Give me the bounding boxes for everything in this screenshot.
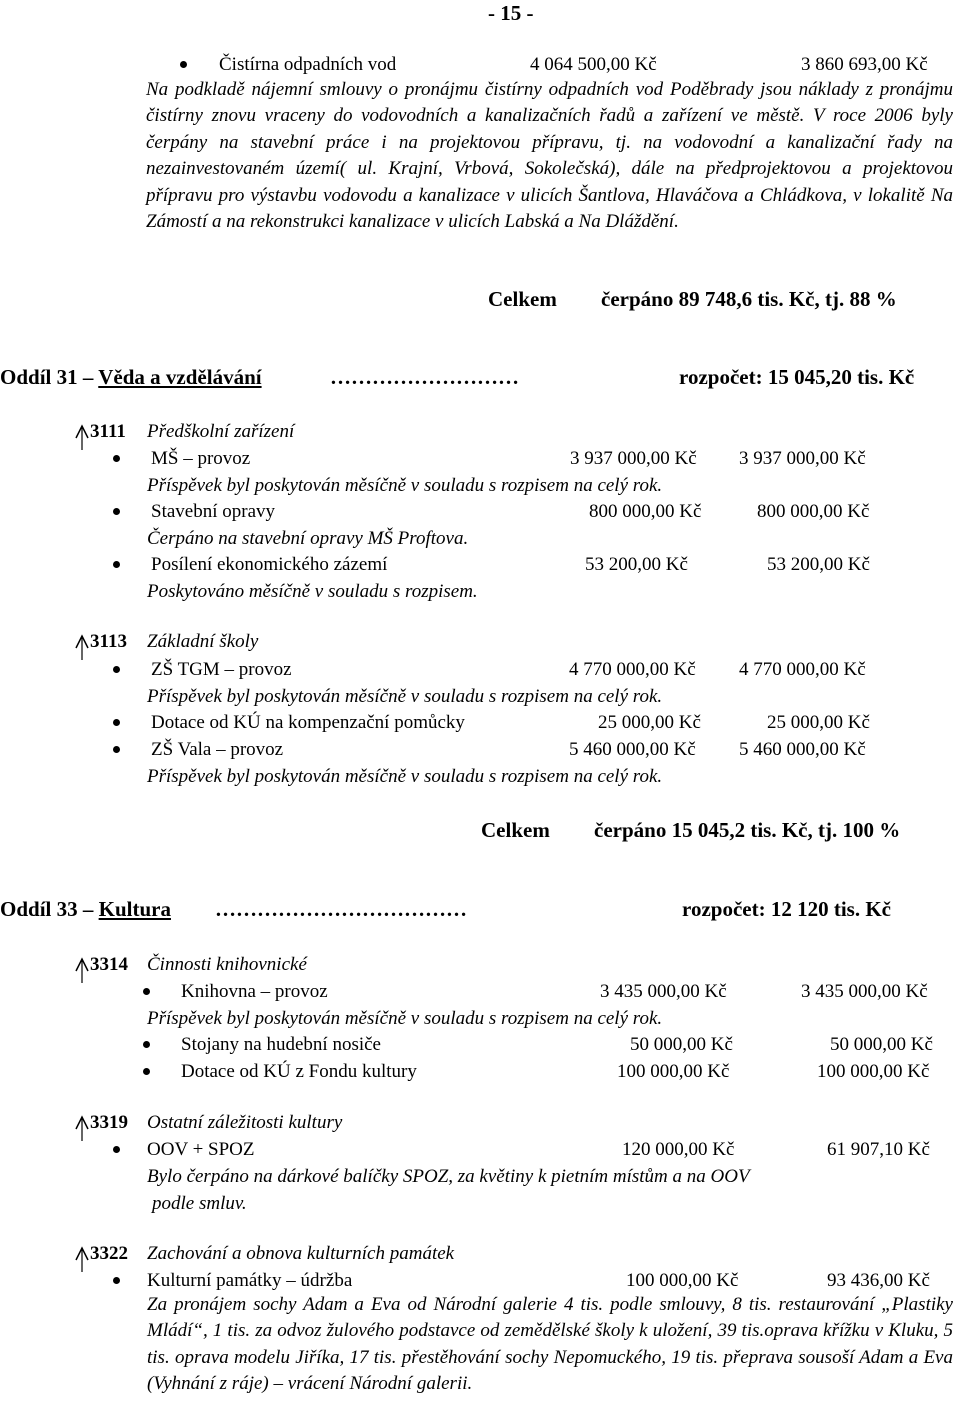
bullet-icon	[113, 1146, 120, 1153]
total-label: Celkem	[488, 287, 557, 311]
item-spent: 3 860 693,00 Kč	[801, 54, 928, 75]
section-prefix: Oddíl 31	[0, 365, 78, 389]
item-budget: 25 000,00 Kč	[598, 712, 701, 733]
item-note: Příspěvek byl poskytován měsíčně v souladu s rozpisem na celý rok.	[147, 1008, 663, 1029]
item-note: Čerpáno na stavební opravy MŠ Proftova.	[147, 528, 469, 549]
total-value: čerpáno 15 045,2 tis. Kč, tj. 100 %	[594, 818, 901, 842]
item-note: Příspěvek byl poskytován měsíčně v souladu s rozpisem na celý rok.	[147, 766, 663, 787]
page-number: - 15 -	[488, 1, 534, 25]
item-budget: 100 000,00 Kč	[617, 1061, 730, 1082]
item-spent: 25 000,00 Kč	[767, 712, 870, 733]
item-name: Kulturní památky – údržba	[147, 1270, 353, 1291]
group-name: Předškolní zařízení	[147, 421, 295, 442]
item-budget: 53 200,00 Kč	[585, 554, 688, 575]
section-prefix: Oddíl 33	[0, 897, 78, 921]
item-spent: 800 000,00 Kč	[757, 501, 870, 522]
bullet-icon	[113, 666, 120, 673]
caret-icon	[75, 1246, 89, 1274]
item-budget: 5 460 000,00 Kč	[569, 739, 696, 760]
item-name: ZŠ Vala – provoz	[151, 739, 284, 760]
bullet-icon	[113, 1277, 120, 1284]
group-name: Základní školy	[147, 631, 259, 652]
section-dash: –	[82, 365, 94, 389]
item-note: Bylo čerpáno na dárkové balíčky SPOZ, za květiny k pietním místům a na OOV	[147, 1166, 750, 1187]
caret-icon	[75, 1115, 89, 1143]
item-spent: 3 435 000,00 Kč	[801, 981, 928, 1002]
item-note: Příspěvek byl poskytován měsíčně v souladu s rozpisem na celý rok.	[147, 475, 663, 496]
section-title: Kultura	[98, 897, 171, 921]
section-heading	[0, 367, 262, 388]
item-spent: 4 770 000,00 Kč	[739, 659, 866, 680]
item-name: Dotace od KÚ na kompenzační pomůcky	[151, 712, 465, 733]
bullet-icon	[113, 508, 120, 515]
item-name: Knihovna – provoz	[181, 981, 328, 1002]
group-code: 3322	[90, 1243, 128, 1264]
item-name: Posílení ekonomického zázemí	[151, 554, 388, 575]
item-spent: 53 200,00 Kč	[767, 554, 870, 575]
item-budget: 50 000,00 Kč	[630, 1034, 733, 1055]
item-note: Příspěvek byl poskytován měsíčně v souladu s rozpisem na celý rok.	[147, 686, 663, 707]
section-budget: rozpočet: 15 045,20 tis. Kč	[679, 365, 915, 389]
bullet-icon	[113, 719, 120, 726]
item-budget: 100 000,00 Kč	[626, 1270, 739, 1291]
bullet-icon	[143, 1041, 150, 1048]
caret-icon	[75, 957, 89, 985]
item-spent: 3 937 000,00 Kč	[739, 448, 866, 469]
section-dots: ………………………………	[215, 897, 467, 921]
group-code: 3113	[90, 631, 127, 652]
item-budget: 120 000,00 Kč	[622, 1139, 735, 1160]
section-heading	[0, 899, 171, 920]
item-name: ZŠ TGM – provoz	[151, 659, 292, 680]
item-spent: 5 460 000,00 Kč	[739, 739, 866, 760]
item-note: Na podkladě nájemní smlouvy o pronájmu čistírny odpadních vod Poděbrady jsou náklady z pronájmu čistírny znovu vraceny do vodovodních a kanalizačních řadů a zařízení ve městě. V roce 2006 byly čerpány na stavební práce i na projektovou přípravu, tj. na vodovodní a kanalizační řady na nezainvestovaném území( ul. Krajní, Vrbová, Sokolečská), dále na předprojektovou a projektovou přípravu pro výstavbu vodovodu a kanalizace v ulicích Šantlova, Hlaváčova a Chládkova, v lokalitě Na Zámostí a na rekonstrukci kanalizace v ulicích Labská a Na Dláždění.	[146, 79, 953, 233]
item-note: Poskytováno měsíčně v souladu s rozpisem.	[147, 581, 478, 602]
caret-icon	[75, 634, 89, 662]
item-spent: 61 907,10 Kč	[827, 1139, 930, 1160]
item-name: MŠ – provoz	[151, 448, 251, 469]
item-budget: 4 770 000,00 Kč	[569, 659, 696, 680]
bullet-icon	[113, 455, 120, 462]
item-spent: 100 000,00 Kč	[817, 1061, 930, 1082]
item-note: Za pronájem sochy Adam a Eva od Národní galerie 4 tis. podle smlouvy, 8 tis. restaurování „Plastiky Mládí“, 1 tis. za odvoz žulového podstavce od zemědělské školy k uložení, 39 tis.oprava křížku v Kluku, 5 tis. oprava modelu Jiříka, 17 tis. přestěhování sochy Nepomuckého, 19 tis. přeprava sousoší Adam a Eva (Vyhnání z ráje) – vrácení Národní galerii.	[147, 1294, 953, 1395]
item-name: Stojany na hudební nosiče	[181, 1034, 381, 1055]
group-code: 3319	[90, 1112, 128, 1133]
section-dots: ………………………	[330, 365, 519, 389]
bullet-icon	[143, 1068, 150, 1075]
item-budget: 4 064 500,00 Kč	[530, 54, 657, 75]
group-code: 3111	[90, 421, 126, 442]
bullet-icon	[113, 746, 120, 753]
section-dash: –	[82, 897, 94, 921]
section-budget: rozpočet: 12 120 tis. Kč	[682, 897, 891, 921]
total-value: čerpáno 89 748,6 tis. Kč, tj. 88 %	[601, 287, 897, 311]
section-title: Věda a vzdělávání	[98, 365, 262, 389]
caret-icon	[75, 424, 89, 452]
item-budget: 3 937 000,00 Kč	[570, 448, 697, 469]
bullet-icon	[143, 988, 150, 995]
item-name: Čistírna odpadních vod	[219, 54, 397, 75]
item-budget: 3 435 000,00 Kč	[600, 981, 727, 1002]
item-spent: 93 436,00 Kč	[827, 1270, 930, 1291]
item-name: OOV + SPOZ	[147, 1139, 255, 1160]
total-label: Celkem	[481, 818, 550, 842]
item-note-continued: podle smluv.	[152, 1193, 247, 1214]
bullet-icon	[180, 61, 187, 68]
item-spent: 50 000,00 Kč	[830, 1034, 933, 1055]
group-name: Zachování a obnova kulturních památek	[147, 1243, 455, 1264]
group-code: 3314	[90, 954, 128, 975]
bullet-icon	[113, 561, 120, 568]
item-name: Stavební opravy	[151, 501, 276, 522]
group-name: Činnosti knihovnické	[147, 954, 307, 975]
item-budget: 800 000,00 Kč	[589, 501, 702, 522]
group-name: Ostatní záležitosti kultury	[147, 1112, 343, 1133]
item-name: Dotace od KÚ z Fondu kultury	[181, 1061, 417, 1082]
